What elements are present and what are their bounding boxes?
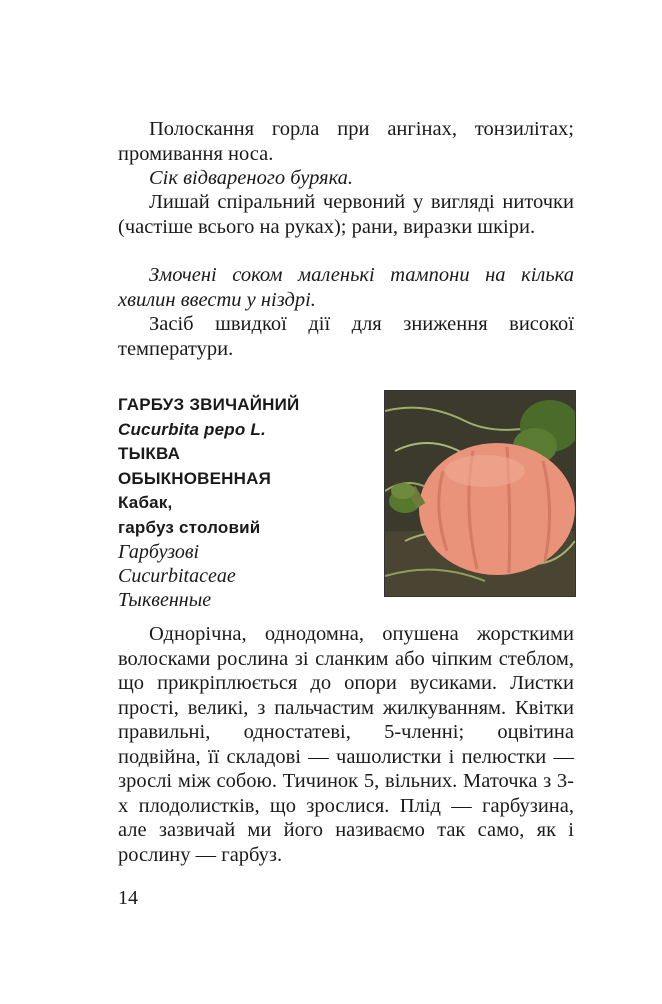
paragraph-gargling: Полоскання горла при ангінах, тонзилітах; промивання носа. xyxy=(118,118,574,165)
paragraph-tampons: Змочені соком маленькі тампони на кілька хвилин ввести у ніздрі. xyxy=(118,264,574,311)
plant-heading xyxy=(118,393,378,612)
plant-name-ru-line2: ОБЫКНОВЕННАЯ xyxy=(118,468,272,488)
family-latin: Cucurbitaceae xyxy=(118,565,236,587)
plant-latin-name: Cucurbita pepo L. xyxy=(118,419,266,439)
plant-name-ua: ГАРБУЗ ЗВИЧАЙНИЙ xyxy=(118,395,300,414)
paragraph-lichen: Лишай спіральний червоний у вигляді ниточки (частіше всього на руках); рани, виразки шкіри. xyxy=(118,191,574,238)
pumpkin-photo xyxy=(384,390,576,597)
paragraph-fever: Засіб швидкої дії для зниження високої температури. xyxy=(118,313,574,360)
page-number: 14 xyxy=(118,887,138,909)
plant-alt-name-line2: гарбуз столовий xyxy=(118,517,261,537)
paragraph-description: Однорічна, однодомна, опушена жорсткими волосками рослина зі сланким або чіпким стеблом, що прикріплюється до опори вусиками. Листки прості, великі, з пальчастим жилкуванням. Квітки правильні, одностатеві, 5-членні; оцвітина подвійна, її складові — чашолистки і пелюстки — зрослі між собою. Тичинок 5, вільних. Маточка з 3-х плодолистків, що зрослися. Плід — гарбузина, але зазвичай ми його називаємо так само, як і рослину — гарбуз. xyxy=(118,623,574,866)
plant-name-ru-line1: ТЫКВА xyxy=(118,444,181,463)
family-ru: Тыквенные xyxy=(118,589,212,611)
paragraph-beet-juice: Сік відвареного буряка. xyxy=(149,167,354,189)
family-ua: Гарбузові xyxy=(118,541,200,563)
plant-alt-name-line1: Кабак, xyxy=(118,493,173,512)
